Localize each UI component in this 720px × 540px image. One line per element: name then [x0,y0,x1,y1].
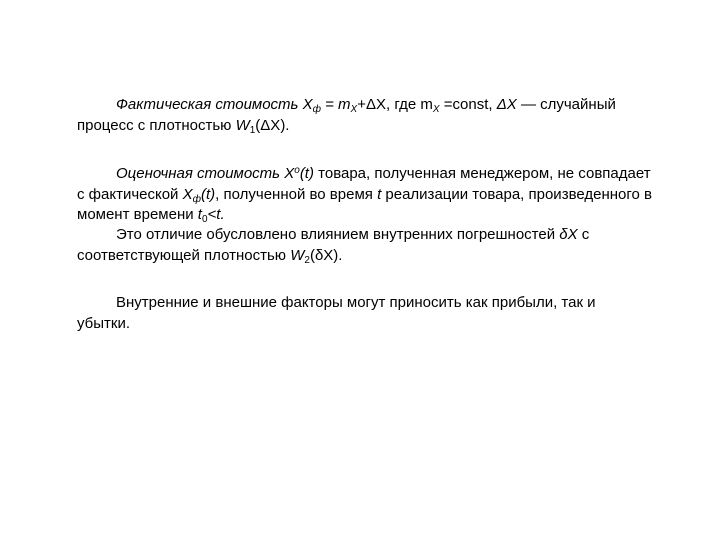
paragraph-text: товара, полученная менеджером, не совпадает с фактической [77,165,651,203]
formula-part: (t) [200,185,216,203]
superscript-o: o [294,165,300,176]
paragraph-text: реализации товара, произведенного в момент времени [77,185,653,223]
paragraph-text: Это отличие обусловлено влиянием внутренних погрешностей [116,226,560,243]
paragraph-estimated-cost [77,164,652,226]
subscript-1: 1 [249,124,256,136]
density-argument: (δX). [309,246,343,264]
paragraph-text: — случайный процесс с плотностью [77,96,616,134]
term-actual-cost: Фактическая стоимость X [116,96,313,113]
formula-part: = m [320,96,351,113]
subscript-0: 0 [201,214,208,225]
formula-part: ΔX [496,96,517,113]
paragraph-actual-cost [77,95,652,136]
formula-part: t [377,185,382,203]
formula-part: δX [559,226,578,243]
term-estimated-cost: Оценочная стоимость X [116,165,295,182]
paragraph-factors [77,293,652,334]
subscript-x: X [350,104,358,115]
formula-part: (t) [299,165,314,182]
paragraph-text: Внутренние и внешние факторы могут приносить как прибыли, так и убытки. [77,294,596,332]
formula-part: X [182,185,193,203]
formula-part: <t. [207,206,225,223]
density-symbol: W [290,246,305,264]
subscript-f: ф [312,104,321,115]
density-symbol: W [235,116,250,134]
formula-part: =const, [439,96,497,113]
subscript-f: ф [192,193,201,205]
subscript-x: X [432,104,440,115]
density-argument: (ΔX). [255,116,290,134]
formula-part: t [197,206,202,223]
formula-part: +ΔX, где m [357,96,433,113]
paragraph-text: с соответствующей плотностью [77,226,590,264]
paragraph-text: , полученной во время [215,185,378,203]
paragraph-difference [77,225,652,266]
subscript-2: 2 [304,254,310,266]
